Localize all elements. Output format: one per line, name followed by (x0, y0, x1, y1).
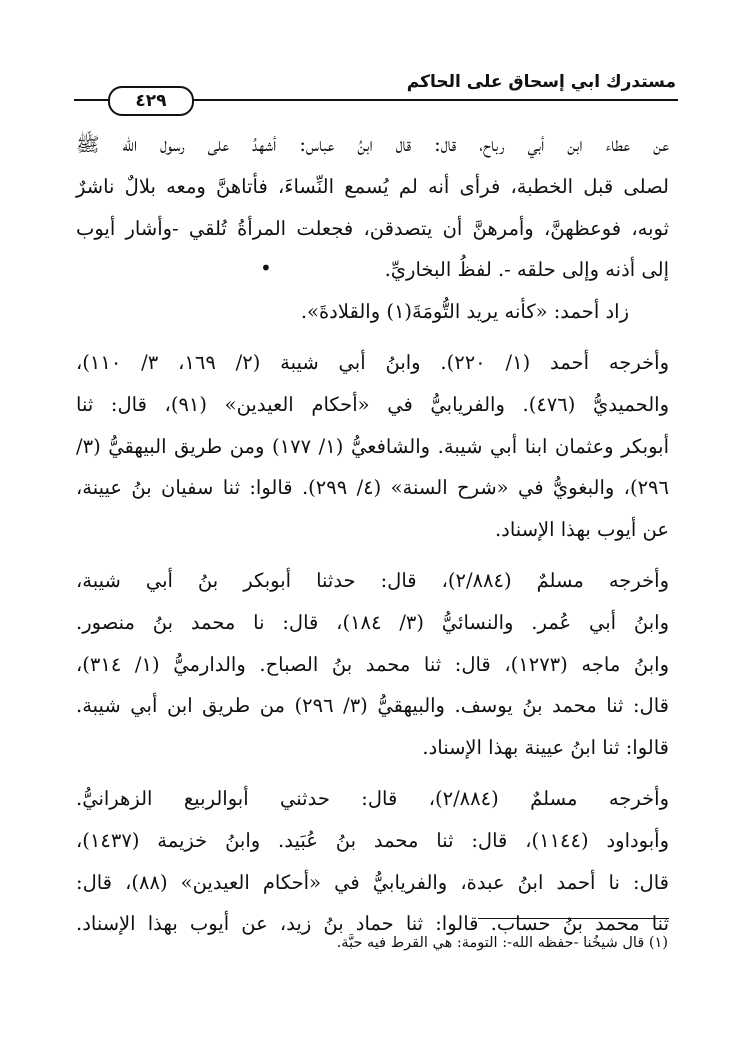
running-title: مستدرك ابي إسحاق على الحاكم (406, 72, 676, 92)
text-line: إلى أذنه وإلى حلقه -. لفظُ البخاريِّ. (384, 258, 669, 282)
text-line: عن عطاء ابن أبي رباح، قال: قال ابنُ عباس: أشهدُ على رسول الله ﷺ (76, 133, 669, 156)
text-line: قال: نا أحمد ابنُ عبدة، والفريابيُّ في «أحكام العيدين» (٨٨)، قال: (76, 870, 669, 894)
paragraph-5 (76, 778, 669, 945)
page-number: ٤٢٩ (135, 91, 167, 111)
text-line: ٢٩٦)، والبغويُّ في «شرح السنة» (٤/ ٢٩٩). قالوا: ثنا سفيان بنُ عيينة، (76, 476, 669, 500)
text-line: ثنا محمد بنُ حساب. قالوا: ثنا حماد بنُ زيد، عن أيوب بهذا الإسناد. (76, 912, 669, 936)
paragraph-4 (76, 560, 669, 769)
text-line: وأخرجه مسلمٌ (٢/٨٨٤)، قال: حدثنا أبوبكر بنُ أبي شيبة، (76, 568, 669, 592)
paragraph-spacer (76, 551, 669, 560)
text-line: وأخرجه مسلمٌ (٢/٨٨٤)، قال: حدثني أبوالربيع الزهرانيُّ. (76, 786, 669, 810)
paragraph-1 (76, 124, 669, 291)
footnote-rule (478, 918, 669, 919)
paragraph-3 (76, 342, 669, 551)
stray-mark: • (260, 256, 272, 280)
text-line: قال: ثنا محمد بنُ يوسف. والبيهقيُّ (٣/ ٢٩٦) من طريق ابن أبي شيبة. (76, 694, 669, 718)
page-number-badge (108, 86, 194, 116)
footnote: (١) قال شيخُنا -حفظه الله-: التومة: هي القرط فيه حبَّة. (336, 935, 668, 951)
paragraph-spacer (76, 333, 669, 342)
main-text (76, 124, 669, 945)
text-line: زاد أحمد: «كأنه يريد التُّومَةَ(١) والقلادةَ». (300, 300, 629, 324)
text-line: ثوبه، فوعظهنَّ، وأمرهنَّ أن يتصدقن، فجعلت المرأةُ تُلقي -وأشار أيوب (76, 216, 669, 240)
paragraph-2 (76, 291, 669, 333)
text-line: وابنُ ماجه (١٢٧٣)، قال: ثنا محمد بنُ الصباح. والدارميُّ (١/ ٣١٤)، (76, 652, 669, 676)
text-line: لصلى قبل الخطبة، فرأى أنه لم يُسمع النِّساءَ، فأتاهنَّ ومعه بلالٌ ناشرٌ (76, 174, 669, 198)
text-line: قالوا: ثنا ابنُ عيينة بهذا الإسناد. (422, 736, 669, 760)
text-line: أبوبكر وعثمان ابنا أبي شيبة. والشافعيُّ (١/ ١٧٧) ومن طريق البيهقيُّ (٣/ (76, 434, 669, 458)
text-line: وأبوداود (١١٤٤)، قال: ثنا محمد بنُ عُبَيد. وابنُ خزيمة (١٤٣٧)، (76, 828, 670, 852)
text-line: عن أيوب بهذا الإسناد. (494, 518, 669, 542)
text-line: والحميديُّ (٤٧٦). والفريابيُّ في «أحكام العيدين» (٩١)، قال: ثنا (76, 392, 670, 416)
text-line: وابنُ أبي عُمر. والنسائيُّ (٣/ ١٨٤)، قال: نا محمد بنُ منصور. (76, 610, 669, 634)
paragraph-spacer (76, 769, 669, 778)
text-line: وأخرجه أحمد (١/ ٢٢٠). وابنُ أبي شيبة (٢/ ١٦٩، ٣/ ١١٠)، (76, 350, 669, 374)
